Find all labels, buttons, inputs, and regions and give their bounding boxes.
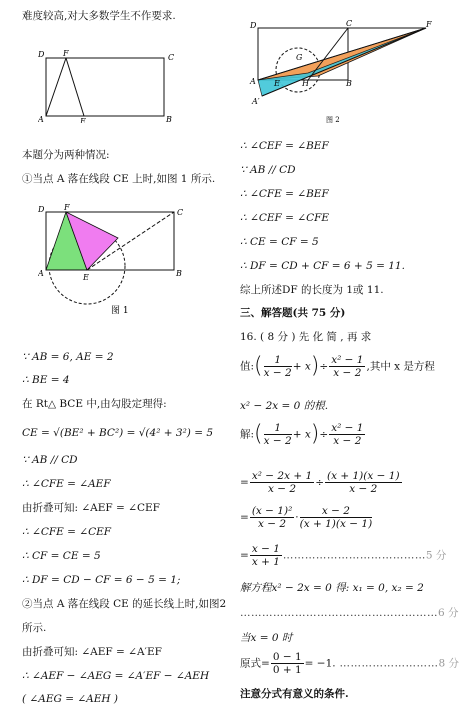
label-D: D (250, 21, 257, 30)
text-line: 解方程x² − 2x = 0 得: x₁ = 0, x₂ = 2 (240, 582, 424, 594)
text-line: ∴ ∠CEF = ∠BEF (240, 140, 329, 152)
figure-2 (248, 18, 453, 128)
expression-line: 值:( $\frac{1}{x - 2}$ + x)÷ $\frac{\text{x² − 1}}{x - 2}$ ,其中 x 是方程 (240, 353, 435, 379)
label-A: A (38, 269, 44, 278)
fraction: $\frac{1}{x - 2}$ (263, 354, 292, 379)
label-G: G (296, 53, 303, 62)
text-line: 在 Rt△ BCE 中,由勾股定理得: (22, 398, 167, 410)
label-C: C (346, 19, 353, 28)
text-line: ∴ BE = 4 (22, 374, 70, 386)
text-line: x² − 2x = 0 的根. (240, 400, 329, 412)
solution-line: = $\frac{\text{(x − 1)²}}{x - 2}$ · $\frac{x - 2}{(x + 1)(x - 1)}$ (240, 505, 373, 530)
text-line: 由折叠可知: ∠AEF = ∠CEF (22, 502, 160, 514)
text-line: ∴ CF = CE = 5 (22, 550, 101, 562)
figure-1 (38, 200, 198, 315)
text-line: 综上所述DF 的长度为 1或 11. (240, 284, 384, 296)
text-line: ∴ ∠CFE = ∠BEF (240, 188, 329, 200)
label-E: E (274, 79, 280, 88)
note-line: 注意分式有意义的条件. (240, 688, 349, 700)
label-H: H (302, 79, 309, 88)
text-line: 所示. (22, 622, 47, 634)
label-A: A (250, 77, 256, 86)
label-E: E (83, 273, 89, 282)
label-B: B (346, 79, 352, 88)
label-E: E (80, 117, 86, 123)
text-line: ∴ CE = CF = 5 (240, 236, 319, 248)
label-F: F (426, 20, 432, 29)
label-A-prime: A′ (252, 97, 260, 106)
solution-line: = $\frac{x - 1}{x + 1}$ …………………………………5 分 (240, 543, 447, 568)
figure-caption: 图 2 (326, 116, 340, 124)
text-line: 由折叠可知: ∠AEF = ∠A′EF (22, 646, 162, 658)
text-line: ∴ ∠CFE = ∠CEF (22, 526, 112, 538)
solution-line: 解:( $\frac{1}{x - 2}$ + x)÷ $\frac{\text{x² − 1}}{x - 2}$ (240, 421, 364, 447)
figure-caption: 图 1 (111, 306, 129, 315)
text-line: ∴ DF = CD − CF = 6 − 5 = 1; (22, 574, 181, 586)
text-line: ∵ AB // CD (22, 454, 78, 466)
text-line: ∴ DF = CD + CF = 6 + 5 = 11. (240, 260, 405, 272)
text-line: ②当点 A 落在线段 CE 的延长线上时,如图2 (22, 598, 227, 610)
label-F: F (64, 203, 70, 212)
label-C: C (177, 208, 184, 217)
formula-line: CE = √(BE² + BC²) = √(4² + 3²) = 5 (22, 427, 214, 439)
fraction: $\frac{\text{x² − 1}}{x - 2}$ (331, 354, 364, 379)
label-C: C (168, 53, 175, 62)
text-line: ∴ ∠CEF = ∠CFE (240, 212, 330, 224)
text-line: 本题分为两种情况: (22, 149, 110, 161)
section-heading: 三、解答题(共 75 分) (240, 307, 346, 319)
text-line: ∴ ∠AEF − ∠AEG = ∠A′EF − ∠AEH (22, 670, 210, 682)
solution-line: = $\frac{\text{x² − 2x + 1}}{x - 2}$ ÷ $\frac{(x + 1)(x - 1)}{x - 2}$ (240, 470, 400, 495)
dotted-line: ………………………………………………6 分 (240, 607, 459, 619)
label-B: B (176, 269, 182, 278)
figure-rectangle-0 (38, 48, 188, 123)
text-line: 当x = 0 时 (240, 632, 293, 644)
label-D: D (38, 50, 45, 59)
text-line: ∵ AB = 6, AE = 2 (22, 351, 114, 363)
label-B: B (166, 115, 172, 123)
label-F: F (63, 49, 69, 58)
label-D: D (38, 205, 45, 214)
text-line: ①当点 A 落在线段 CE 上时,如图 1 所示. (22, 173, 216, 185)
result-line: 原式= $\frac{0 - 1}{0 + 1}$ = −1. ………………………8 分 (240, 651, 459, 676)
label-A: A (38, 115, 44, 123)
text-line: 难度较高,对大多数学生不作要求. (22, 10, 176, 22)
text-line: ( ∠AEG = ∠AEH ) (22, 693, 118, 705)
text-line: ∴ ∠CFE = ∠AEF (22, 478, 111, 490)
text-line: ∵ AB // CD (240, 164, 296, 176)
problem-heading: 16. ( 8 分 ) 先 化 简 , 再 求 (240, 331, 372, 343)
